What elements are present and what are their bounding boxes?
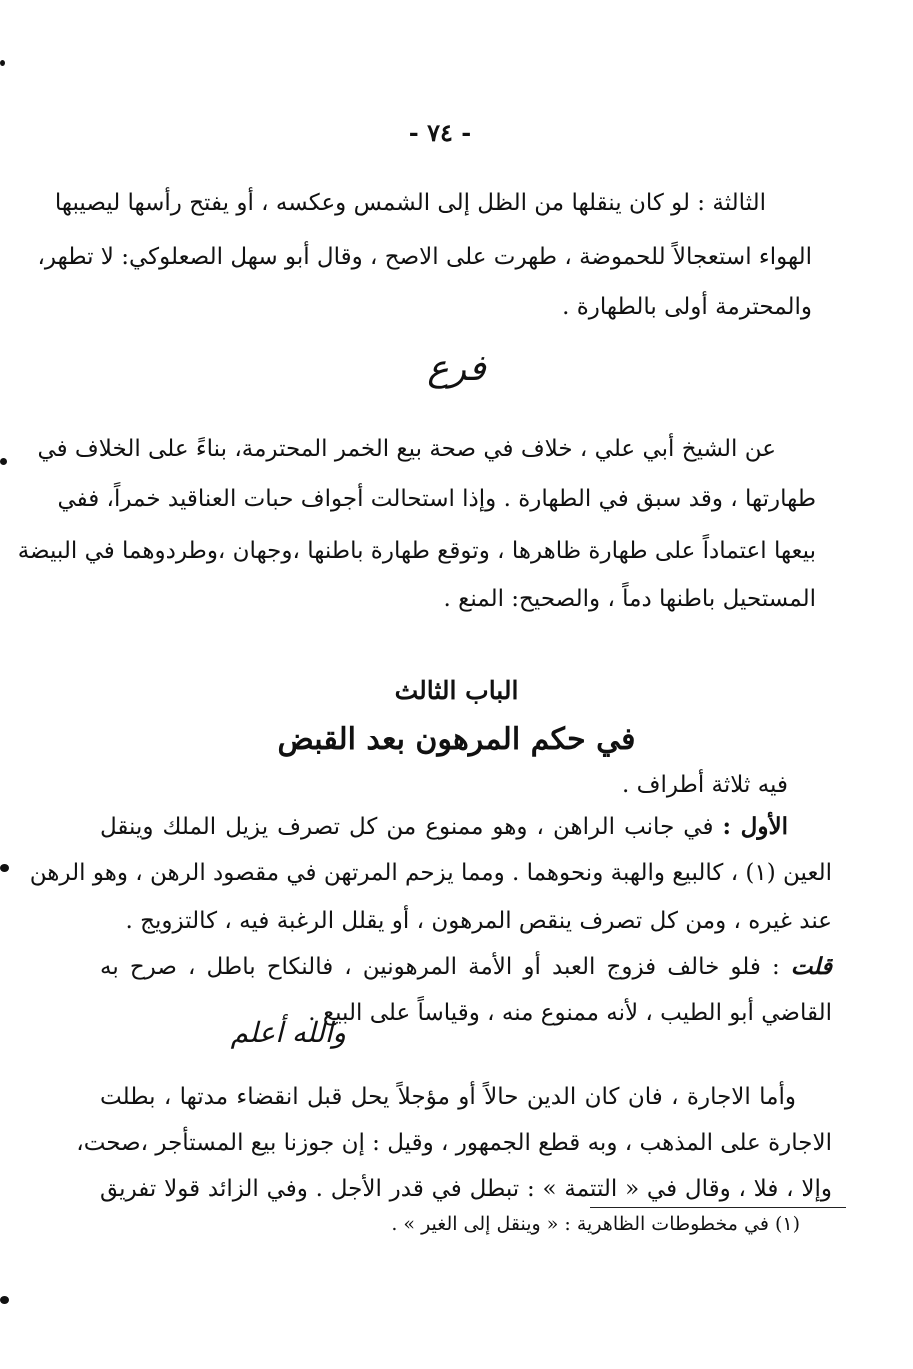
scan-speck <box>0 864 9 872</box>
text-run: في جانب الراهن ، وهو ممنوع من كل تصرف يزيل الملك وينقل <box>100 814 714 840</box>
text-line: بيعها اعتماداً على طهارة ظاهرها ، وتوقع طهارة باطنها ،وجهان ،وطردوهما في البيضة <box>17 538 816 564</box>
scan-speck <box>0 1296 9 1304</box>
closing-formula: والله أعلم <box>230 1016 346 1049</box>
chapter-heading: الباب الثالث <box>394 676 519 705</box>
text-line: القاضي أبو الطيب ، لأنه ممنوع منه ، وقياساً على البيع . <box>308 1000 832 1026</box>
text-run: : فلو خالف فزوج العبد أو الأمة المرهونين ، فالنكاح باطل ، صرح به <box>100 954 780 980</box>
text-line: طهارتها ، وقد سبق في الطهارة . وإذا استحالت أجواف حبات العناقيد خمراً، ففي <box>57 486 816 512</box>
section-lead-awwal: الأول : <box>722 813 789 840</box>
chapter-title: في حكم المرهون بعد القبض <box>277 722 636 757</box>
intro-line: فيه ثلاثة أطراف . <box>622 772 788 798</box>
text-line: الهواء استعجالاً للحموضة ، طهرت على الاصح ، وقال أبو سهل الصعلوكي: لا تطهر، <box>37 244 812 270</box>
text-line: عن الشيخ أبي علي ، خلاف في صحة بيع الخمر المحترمة، بناءً على الخلاف في <box>37 436 776 462</box>
text-line: وأما الاجارة ، فان كان الدين حالاً أو مؤجلاً يحل قبل انقضاء مدتها ، بطلت <box>100 1084 796 1110</box>
text-line <box>100 810 788 844</box>
footnote-divider <box>590 1207 846 1208</box>
text-line: العين (١) ، كالبيع والهبة ونحوهما . ومما يزحم المرتهن في مقصود الرهن ، وهو الرهن <box>29 860 832 886</box>
page-number: - ٧٤ - <box>408 118 472 147</box>
text-line: وإلا ، فلا ، وقال في « التتمة » : تبطل في قدر الأجل . وفي الزائد قولا تفريق <box>100 1176 832 1202</box>
text-line <box>100 950 832 984</box>
scan-speck <box>0 60 5 66</box>
text-line: الثالثة : لو كان ينقلها من الظل إلى الشمس وعكسه ، أو يفتح رأسها ليصيبها <box>54 190 766 216</box>
text-line: عند غيره ، ومن كل تصرف ينقص المرهون ، أو يقلل الرغبة فيه ، كالتزويج . <box>125 908 832 934</box>
scan-speck <box>0 458 7 465</box>
text-line: والمحترمة أولى بالطهارة . <box>562 294 812 320</box>
footnote: (١) في مخطوطات الظاهرية : « وينقل إلى الغير » . <box>391 1213 800 1235</box>
section-heading-far: فرع <box>427 348 486 389</box>
text-line: الاجارة على المذهب ، وبه قطع الجمهور ، وقيل : إن جوزنا بيع المستأجر ،صحت، <box>76 1130 832 1156</box>
qult-label: قلت <box>790 953 832 980</box>
text-line: المستحيل باطنها دماً ، والصحيح: المنع . <box>443 586 816 612</box>
